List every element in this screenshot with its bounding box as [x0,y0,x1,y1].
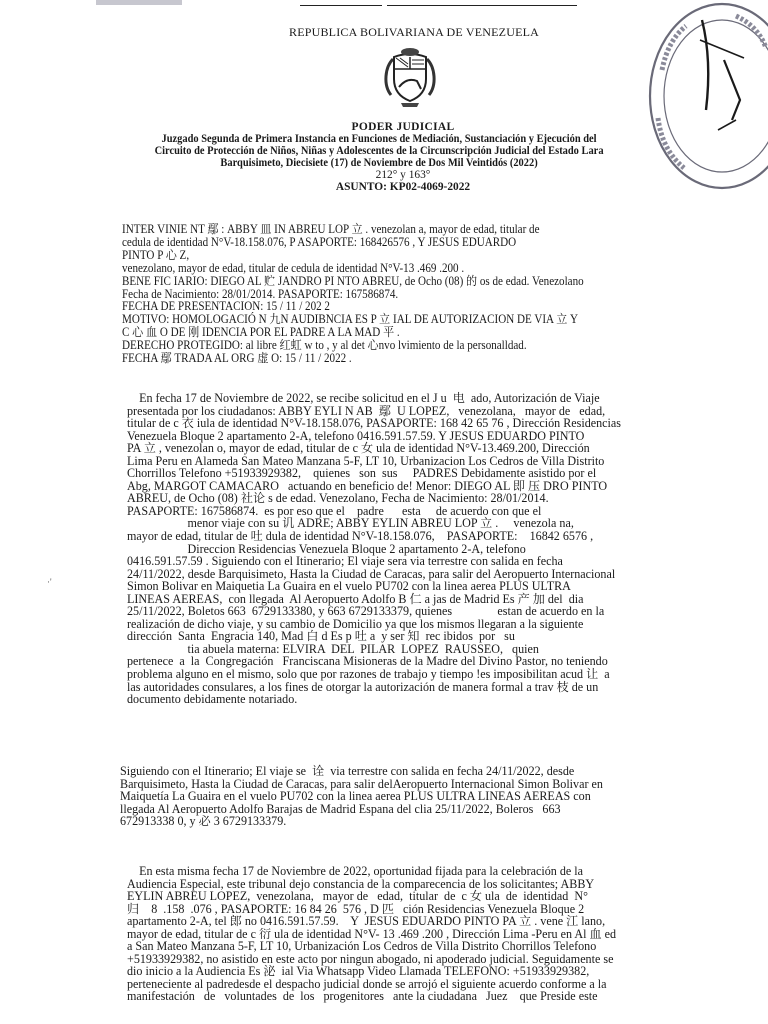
court-name-line2: Circuito de Protección de Niños, Niñas y Adolescentes de la Circunscripción Judicial del Estado Lara [154,145,604,157]
paragraph-itinerario [120,765,697,828]
paragraph-line: +51933929382, no asistido en este acto por ningun abogado, ni apoderado judicial. Seguidamente se [127,951,614,966]
paragraph-line: Audiencia Especial, este tribunal dejo constancia de la comparecencia de los solicitantes; ABBY [127,876,595,891]
paragraph-line: pertenece a la Congregación Franciscana Misioneras de la Madre del Divino Pastor, no teniendo [127,654,608,669]
paragraph-line: EYLIN ABREU LOPEZ, venezolana, mayor de edad, titular de c 女 ula de identidad N° [127,889,588,904]
paragraph-line: perteneciente al padredesde el despacho judicial donde se arrojó el siguiente acuerdo conforme a la [127,976,607,991]
paragraph-line: manifestación de voluntades de los progenitores ante la ciudadana Juez que Preside este [127,989,598,1004]
years-line: 212° y 163° [375,169,431,181]
date-line: Barquisimeto, Diecisiete (17) de Noviembre de Dos Mil Veintidós (2022) [220,157,538,169]
paragraph-line: Venezuela Bloque 2 apartamento 2-A, telefono 0416.591.57.59. Y JESUS EDUARDO PINTO [127,428,585,443]
paragraph-line: a San Mateo Manzana 5-F, LT 10, Urbanización Los Cedros de Villa Distrito Chorrillos Telefono [127,939,597,954]
paragraph-line: mayor de edad, titular de c 衍 ula de identidad N°V- 13 .469 .200 , Dirección Lima -Peru en Al 血 ed [127,926,617,941]
case-field: FECHA DE PRESENTACION: 15 / 11 / 202 2 [122,299,330,314]
case-field: Fecha de Nacimiento: 28/01/2014. PASAPORTE: 167586874. [122,286,399,301]
case-field: cedula de identidad N°V-18.158.076, P ASAPORTE: 168426576 , Y JESUS EDUARDO [122,234,517,249]
paragraph-line: presentada por los ciudadanos: ABBY EYLI N AB 鄢 U LOPEZ, venezolana, mayor de edad, [127,403,606,418]
paragraph-line: menor viaje con su 讥 ADRE; ABBY EYLIN ABREU LOP 立 . venezola na, [127,516,574,531]
paragraph-line: 24/11/2022, desde Barquisimeto, Hasta la Ciudad de Caracas, para salir del Aeropuerto Internacional [127,566,616,581]
paragraph-line: apartamento 2-A, tel 郎 no 0416.591.57.59. Y JESUS EDUARDO PINTO PA 立 . vene 江 lano, [127,914,606,929]
republic-heading: REPUBLICA BOLIVARIANA DE VENEZUELA [288,25,540,39]
margin-mark: ·' [47,577,52,587]
paragraph-line: llegada Al Aeropuerto Adolfo Barajas de Madrid Espana del clia 25/11/2022, Boleros 663 [120,801,561,816]
paragraph-line: realización de dicho viaje, y su cambio de Domicilio ya que los mismos llegaran a la siguiente [127,616,584,631]
paragraph-line: PA 立 , venezolan o, mayor de edad, titular de c 女 ula de identidad N°V-13.469.200, Dirección [127,441,590,456]
paragraph-line: problema alguno en el mismo, solo que por razones de trabajo y tiempo !es imposibilitan acud 让 a [127,667,610,682]
court-name-line1: Juzgado Segunda de Primera Instancia en Funciones de Mediación, Sustanciación y Ejecución del [161,133,597,145]
case-field: venezolano, mayor de edad, titular de cedula de identidad N°V-13 .469 .200 . [122,260,465,275]
case-field: INTER VINIE NT 鄢 : ABBY 皿 IN ABREU LOP 立 . venezolan a, mayor de edad, titular de [122,222,540,236]
paragraph-line: dirección Santa Engracia 140, Mad 白 d Es p 吐 a y ser 知 rec ibidos por su [127,629,515,644]
paragraph-line: las autoridades consulares, a los fines de otorgar la autorización de manera formal a trav 枝 de un [127,679,599,694]
paragraph-line: PASAPORTE: 167586874. es por eso que el padre esta de acuerdo con que el [127,503,542,518]
paragraph-line: En esta misma fecha 17 de Noviembre de 2022, oportunidad fijada para la celebración de la [127,864,584,878]
paragraph-line: 25/11/2022, Boletos 663 6729133380, y 663 6729133379, quienes estan de acuerdo en la [127,604,605,619]
coat-of-arms-icon [381,47,439,109]
top-rule [300,5,382,6]
paragraph-line: Siguiendo con el Itinerario; El viaje se 诠 via terrestre con salida en fecha 24/11/2022, desde [120,764,575,778]
case-field: MOTIVO: HOMOLOGACIÓ N 九N AUDIBNCIA ES P 立 IAL DE AUTORIZACION DE VIA 立 Y [122,312,579,327]
paragraph-line: mayor de edad, titular de 吐 dula de identidad N°V-18.158.076, PASAPORTE: 16842 6576 , [127,529,594,544]
paragraph-line: ABREU, de Ocho (08) 社论 s de edad. Venezolano, Fecha de Nacimiento: 28/01/2014. [127,491,549,506]
paragraph-line: En fecha 17 de Noviembre de 2022, se recibe solicitud en el J u 电 ado, Autorización de Viaje [127,391,600,405]
case-fields [122,223,692,365]
case-field: FECHA 鄢 TRADA AL ORG 虚 O: 15 / 11 / 2022 . [122,351,352,366]
paragraph-line: Direccion Residencias Venezuela Bloque 2 apartamento 2-A, telefono [127,541,526,556]
case-field: DERECHO PROTEGIDO: al libre 红虹 w to , y al det 心nvo lvimiento de la personalldad. [122,338,527,353]
court-heading-block [118,121,688,193]
case-field: PINTO P 心 Z, [122,247,190,262]
top-rule [387,5,577,6]
paragraph-solicitud [127,392,697,706]
paragraph-line: Abg, MARGOT CAMACARO actuando en beneficio de! Menor: DIEGO AL 即 压 DRO PINTO [127,478,608,493]
paragraph-line: Maiquetía La Guaira en el vuelo PU702 con la linea aerea PLUS ULTRA LINEAS AEREAS con [120,789,591,804]
paragraph-line: 归 8 .158 .076 , PASAPORTE: 16 84 26 576 , D 匹 ción Residencias Venezuela Bloque 2 [127,901,585,916]
asunto-line: ASUNTO: KP02-4069-2022 [335,181,471,193]
scan-corner-mark [96,0,182,5]
paragraph-line: documento debidamente notariado. [127,692,298,707]
paragraph-line: dio inicio a la Audiencia Es 泌 ial Via Whatsapp Video Llamada TELEFONO: +51933929382, [127,964,590,979]
paragraph-line: Barquisimeto, Hasta la Ciudad de Caracas, para salir delAeropuerto Internacional Simon Bolivar en [120,776,603,791]
case-field: BENE FIC IARIO: DIEGO AL 贮 JANDRO PI NTO ABREU, de Ocho (08) 的 os de edad. Venezolano [122,273,584,288]
paragraph-line: LINEAS AEREAS, con llegada Al Aeropuerto Adolfo B 仁 a jas de Madrid Es 产 加 del dia [127,591,584,606]
paragraph-line: 0416.591.57.59 . Siguiendo con el Itinerario; El viaje sera via terrestre con salida en fecha [127,554,563,569]
paragraph-line: tia abuela materna: ELVIRA DEL PILAR LOPEZ RAUSSEO, quien [127,641,539,656]
paragraph-line: titular de c 衣 iula de identidad N°V-18.158.076, PASAPORTE: 168 42 65 76 , Dirección Residencias [127,416,621,431]
paragraph-line: Simon Bolivar en Maiquetia La Guaira en el vuelo PU702 con la linea aerea PLUS ULTRA [127,579,571,594]
case-field: C 心 血 O DE 刚 IDENCIA POR EL PADRE A LA MAD 平 . [122,325,400,340]
paragraph-line: Chorrillos Telefono +51933929382, quienes son sus PADRES Debidamente asistido por el [127,466,597,481]
paragraph-line: 672913338 0, y 必 3 6729133379. [120,814,287,829]
paragraph-line: Lima Peru en Alameda San Mateo Manzana 5-F, LT 10, Urbanizacion Los Cedros de Villa Distrito [127,453,605,468]
poder-judicial-title: PODER JUDICIAL [351,121,455,133]
paragraph-audiencia [127,865,697,1003]
